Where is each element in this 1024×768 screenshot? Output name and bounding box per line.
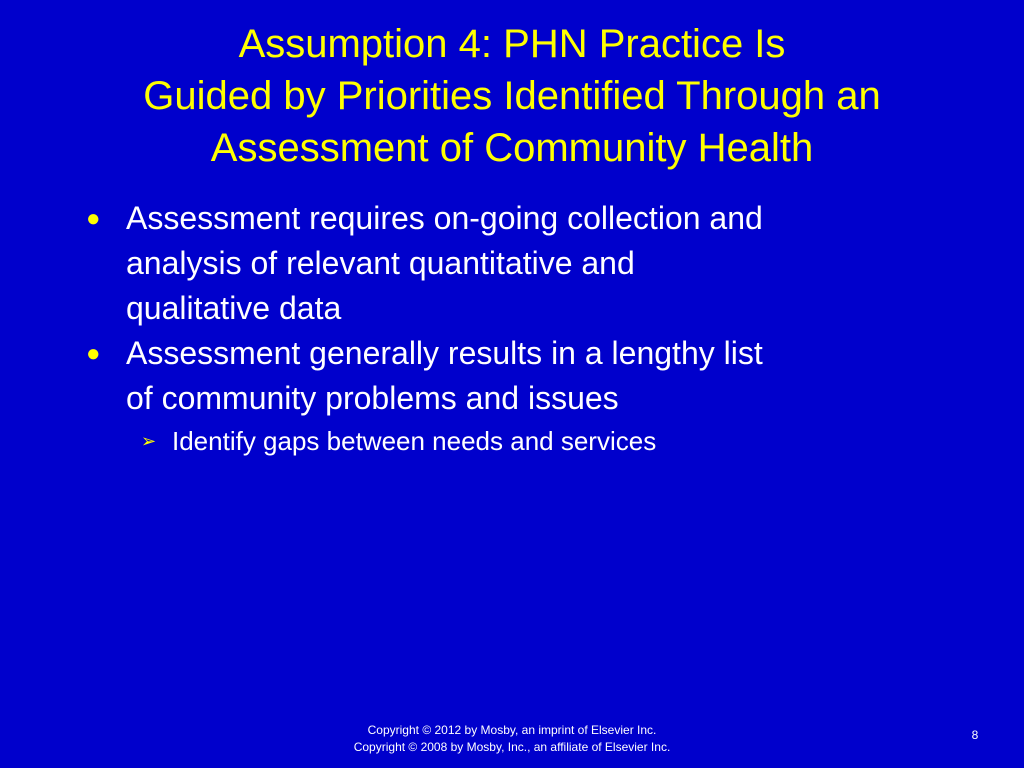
footer-line: Copyright © 2008 by Mosby, Inc., an affiliate of Elsevier Inc.	[353, 740, 671, 754]
bullet-text-line: of community problems and issues	[126, 380, 619, 416]
title-line: Assessment of Community Health	[210, 126, 814, 170]
bullet-item	[86, 196, 966, 331]
copyright-footer	[200, 722, 824, 756]
footer-line: Copyright © 2012 by Mosby, an imprint of Elsevier Inc.	[367, 723, 657, 737]
title-line: Assumption 4: PHN Practice Is	[238, 22, 786, 66]
bullet-text-line: Assessment requires on-going collection and	[126, 200, 763, 236]
bullet-text-line: analysis of relevant quantitative and	[126, 245, 635, 281]
title-line: Guided by Priorities Identified Through an	[143, 74, 881, 118]
page-number: 8	[971, 728, 979, 742]
bullet-item	[86, 331, 966, 421]
bullet-text-line: qualitative data	[126, 290, 342, 326]
bullet-dot-icon: ●	[86, 205, 101, 232]
arrow-bullet-icon: ➢	[141, 431, 157, 451]
bullet-dot-icon: ●	[86, 340, 101, 367]
slide-body	[86, 196, 966, 461]
bullet-text-line: Assessment generally results in a lengthy list	[126, 335, 763, 371]
sub-bullet-item	[86, 421, 966, 461]
sub-bullet-text: Identify gaps between needs and services	[172, 426, 657, 456]
slide-title	[40, 18, 984, 174]
